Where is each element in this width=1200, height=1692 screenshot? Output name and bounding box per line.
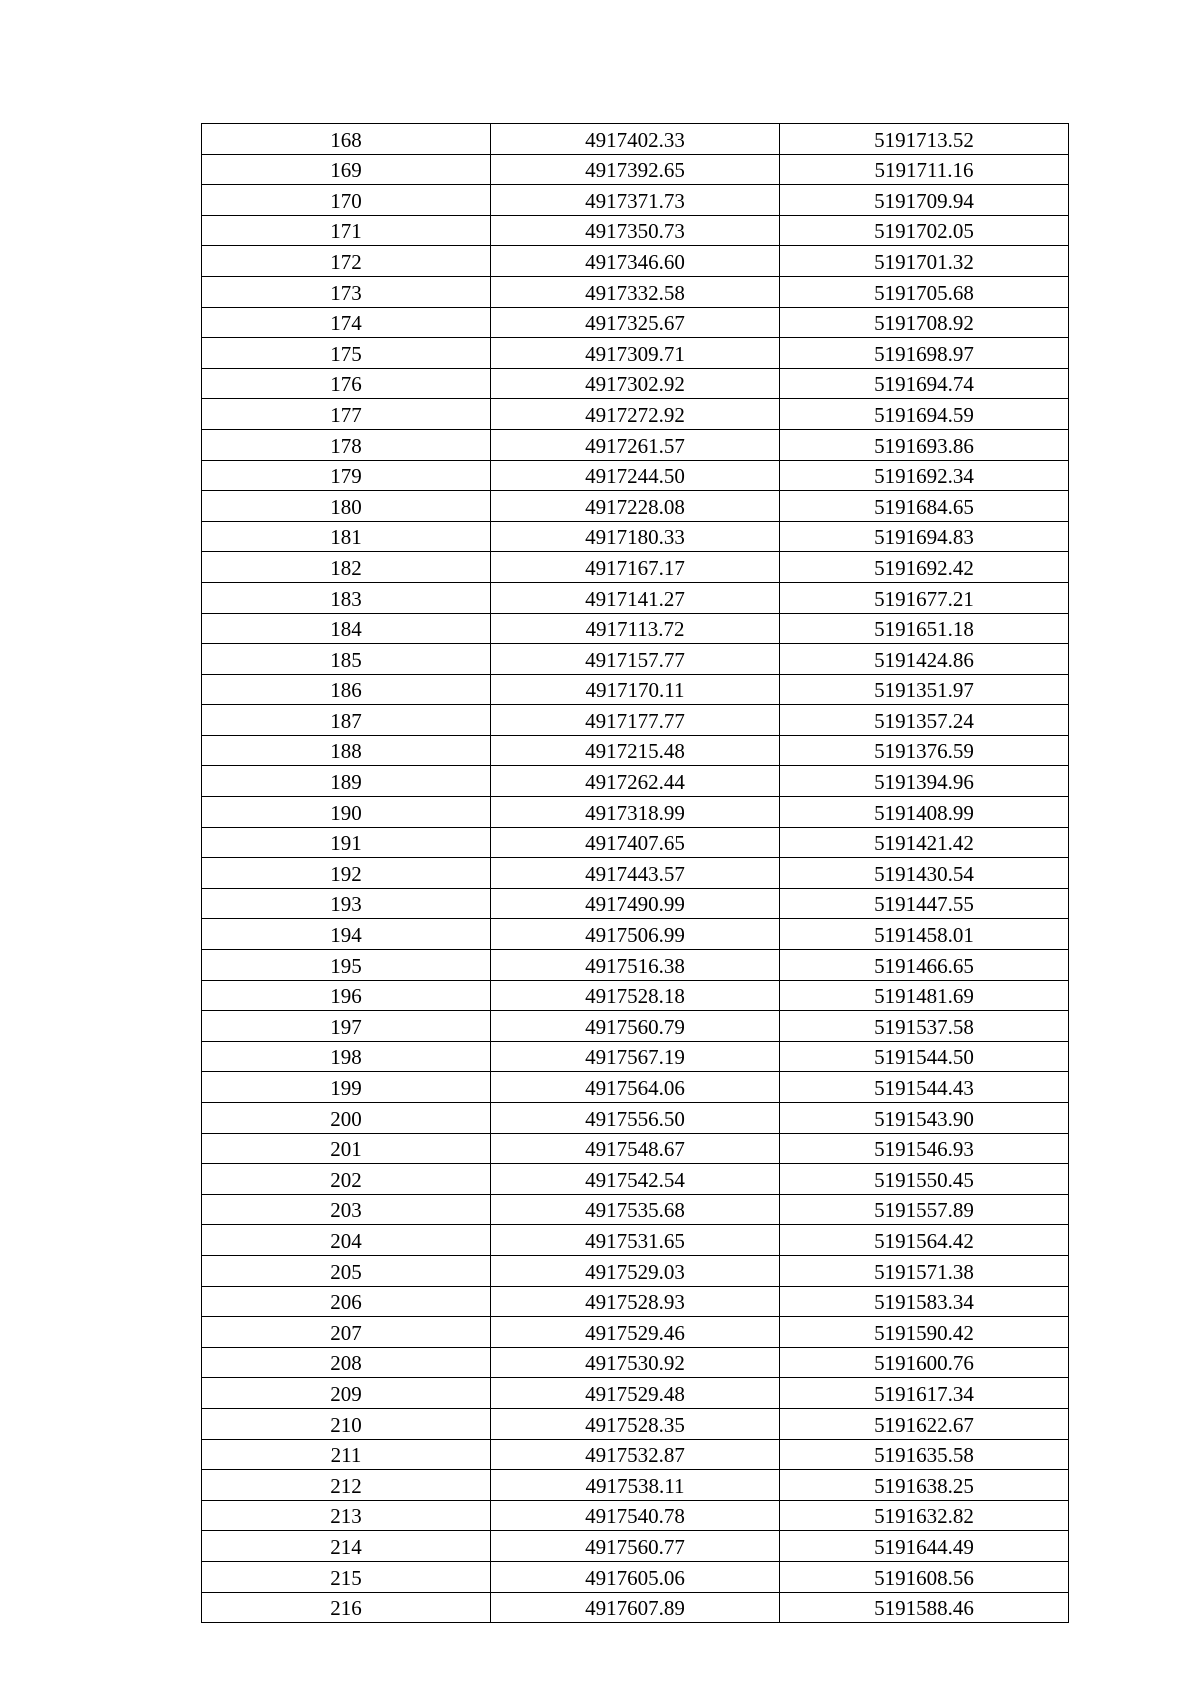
point-number-cell: 185 (202, 644, 491, 675)
y-coordinate-cell: 5191608.56 (780, 1561, 1069, 1592)
point-number-cell: 189 (202, 766, 491, 797)
point-number-cell: 178 (202, 429, 491, 460)
coordinates-table (201, 123, 1069, 1623)
point-number-cell: 205 (202, 1255, 491, 1286)
point-number-cell: 202 (202, 1164, 491, 1195)
y-coordinate-cell: 5191693.86 (780, 429, 1069, 460)
table-row (202, 124, 1069, 155)
x-coordinate-cell: 4917529.03 (491, 1255, 780, 1286)
x-coordinate-cell: 4917567.19 (491, 1041, 780, 1072)
x-coordinate-cell: 4917532.87 (491, 1439, 780, 1470)
x-coordinate-cell: 4917540.78 (491, 1500, 780, 1531)
table-row (202, 1317, 1069, 1348)
x-coordinate-cell: 4917262.44 (491, 766, 780, 797)
y-coordinate-cell: 5191571.38 (780, 1255, 1069, 1286)
table-row (202, 1072, 1069, 1103)
x-coordinate-cell: 4917564.06 (491, 1072, 780, 1103)
point-number-cell: 180 (202, 491, 491, 522)
table-row (202, 1041, 1069, 1072)
table-row (202, 950, 1069, 981)
x-coordinate-cell: 4917443.57 (491, 858, 780, 889)
point-number-cell: 203 (202, 1194, 491, 1225)
y-coordinate-cell: 5191705.68 (780, 276, 1069, 307)
x-coordinate-cell: 4917141.27 (491, 582, 780, 613)
x-coordinate-cell: 4917548.67 (491, 1133, 780, 1164)
table-row (202, 1103, 1069, 1134)
y-coordinate-cell: 5191638.25 (780, 1470, 1069, 1501)
table-row (202, 1531, 1069, 1562)
x-coordinate-cell: 4917261.57 (491, 429, 780, 460)
y-coordinate-cell: 5191713.52 (780, 124, 1069, 155)
y-coordinate-cell: 5191588.46 (780, 1592, 1069, 1623)
table-row (202, 1255, 1069, 1286)
y-coordinate-cell: 5191424.86 (780, 644, 1069, 675)
x-coordinate-cell: 4917228.08 (491, 491, 780, 522)
point-number-cell: 169 (202, 154, 491, 185)
point-number-cell: 212 (202, 1470, 491, 1501)
table-row (202, 246, 1069, 277)
table-row (202, 338, 1069, 369)
point-number-cell: 194 (202, 919, 491, 950)
y-coordinate-cell: 5191692.42 (780, 552, 1069, 583)
point-number-cell: 191 (202, 827, 491, 858)
y-coordinate-cell: 5191651.18 (780, 613, 1069, 644)
table-row (202, 644, 1069, 675)
x-coordinate-cell: 4917244.50 (491, 460, 780, 491)
x-coordinate-cell: 4917332.58 (491, 276, 780, 307)
table-row (202, 1378, 1069, 1409)
table-row (202, 1133, 1069, 1164)
table-row (202, 1347, 1069, 1378)
y-coordinate-cell: 5191447.55 (780, 888, 1069, 919)
x-coordinate-cell: 4917318.99 (491, 797, 780, 828)
table-row (202, 521, 1069, 552)
y-coordinate-cell: 5191357.24 (780, 705, 1069, 736)
x-coordinate-cell: 4917560.79 (491, 1011, 780, 1042)
y-coordinate-cell: 5191632.82 (780, 1500, 1069, 1531)
table-row (202, 582, 1069, 613)
y-coordinate-cell: 5191590.42 (780, 1317, 1069, 1348)
point-number-cell: 176 (202, 368, 491, 399)
y-coordinate-cell: 5191544.50 (780, 1041, 1069, 1072)
point-number-cell: 198 (202, 1041, 491, 1072)
x-coordinate-cell: 4917177.77 (491, 705, 780, 736)
x-coordinate-cell: 4917530.92 (491, 1347, 780, 1378)
y-coordinate-cell: 5191692.34 (780, 460, 1069, 491)
x-coordinate-cell: 4917170.11 (491, 674, 780, 705)
table-row (202, 185, 1069, 216)
point-number-cell: 210 (202, 1408, 491, 1439)
x-coordinate-cell: 4917556.50 (491, 1103, 780, 1134)
table-row (202, 215, 1069, 246)
x-coordinate-cell: 4917538.11 (491, 1470, 780, 1501)
point-number-cell: 175 (202, 338, 491, 369)
y-coordinate-cell: 5191466.65 (780, 950, 1069, 981)
x-coordinate-cell: 4917325.67 (491, 307, 780, 338)
x-coordinate-cell: 4917607.89 (491, 1592, 780, 1623)
point-number-cell: 213 (202, 1500, 491, 1531)
table-row (202, 1500, 1069, 1531)
table-row (202, 491, 1069, 522)
table-row (202, 858, 1069, 889)
point-number-cell: 196 (202, 980, 491, 1011)
point-number-cell: 201 (202, 1133, 491, 1164)
table-row (202, 797, 1069, 828)
point-number-cell: 206 (202, 1286, 491, 1317)
x-coordinate-cell: 4917560.77 (491, 1531, 780, 1562)
point-number-cell: 177 (202, 399, 491, 430)
table-row (202, 766, 1069, 797)
y-coordinate-cell: 5191694.59 (780, 399, 1069, 430)
point-number-cell: 186 (202, 674, 491, 705)
y-coordinate-cell: 5191635.58 (780, 1439, 1069, 1470)
point-number-cell: 181 (202, 521, 491, 552)
point-number-cell: 208 (202, 1347, 491, 1378)
x-coordinate-cell: 4917350.73 (491, 215, 780, 246)
y-coordinate-cell: 5191550.45 (780, 1164, 1069, 1195)
table-row (202, 980, 1069, 1011)
point-number-cell: 204 (202, 1225, 491, 1256)
x-coordinate-cell: 4917528.18 (491, 980, 780, 1011)
y-coordinate-cell: 5191698.97 (780, 338, 1069, 369)
y-coordinate-cell: 5191544.43 (780, 1072, 1069, 1103)
x-coordinate-cell: 4917302.92 (491, 368, 780, 399)
point-number-cell: 207 (202, 1317, 491, 1348)
y-coordinate-cell: 5191711.16 (780, 154, 1069, 185)
point-number-cell: 179 (202, 460, 491, 491)
point-number-cell: 188 (202, 735, 491, 766)
point-number-cell: 211 (202, 1439, 491, 1470)
y-coordinate-cell: 5191702.05 (780, 215, 1069, 246)
table-row (202, 307, 1069, 338)
point-number-cell: 183 (202, 582, 491, 613)
table-row (202, 1225, 1069, 1256)
x-coordinate-cell: 4917392.65 (491, 154, 780, 185)
table-row (202, 1470, 1069, 1501)
table-row (202, 1561, 1069, 1592)
point-number-cell: 184 (202, 613, 491, 644)
y-coordinate-cell: 5191701.32 (780, 246, 1069, 277)
table-row (202, 888, 1069, 919)
point-number-cell: 174 (202, 307, 491, 338)
y-coordinate-cell: 5191694.83 (780, 521, 1069, 552)
point-number-cell: 171 (202, 215, 491, 246)
x-coordinate-cell: 4917506.99 (491, 919, 780, 950)
x-coordinate-cell: 4917309.71 (491, 338, 780, 369)
x-coordinate-cell: 4917346.60 (491, 246, 780, 277)
y-coordinate-cell: 5191546.93 (780, 1133, 1069, 1164)
x-coordinate-cell: 4917113.72 (491, 613, 780, 644)
point-number-cell: 187 (202, 705, 491, 736)
y-coordinate-cell: 5191644.49 (780, 1531, 1069, 1562)
y-coordinate-cell: 5191622.67 (780, 1408, 1069, 1439)
y-coordinate-cell: 5191557.89 (780, 1194, 1069, 1225)
table-row (202, 460, 1069, 491)
y-coordinate-cell: 5191709.94 (780, 185, 1069, 216)
x-coordinate-cell: 4917542.54 (491, 1164, 780, 1195)
point-number-cell: 170 (202, 185, 491, 216)
coordinates-table-body (202, 124, 1069, 1623)
point-number-cell: 168 (202, 124, 491, 155)
x-coordinate-cell: 4917528.35 (491, 1408, 780, 1439)
table-row (202, 674, 1069, 705)
table-row (202, 1194, 1069, 1225)
x-coordinate-cell: 4917516.38 (491, 950, 780, 981)
point-number-cell: 173 (202, 276, 491, 307)
x-coordinate-cell: 4917157.77 (491, 644, 780, 675)
point-number-cell: 199 (202, 1072, 491, 1103)
y-coordinate-cell: 5191351.97 (780, 674, 1069, 705)
x-coordinate-cell: 4917215.48 (491, 735, 780, 766)
point-number-cell: 200 (202, 1103, 491, 1134)
y-coordinate-cell: 5191617.34 (780, 1378, 1069, 1409)
table-row (202, 552, 1069, 583)
x-coordinate-cell: 4917272.92 (491, 399, 780, 430)
x-coordinate-cell: 4917529.48 (491, 1378, 780, 1409)
x-coordinate-cell: 4917180.33 (491, 521, 780, 552)
x-coordinate-cell: 4917371.73 (491, 185, 780, 216)
x-coordinate-cell: 4917490.99 (491, 888, 780, 919)
point-number-cell: 192 (202, 858, 491, 889)
point-number-cell: 214 (202, 1531, 491, 1562)
y-coordinate-cell: 5191564.42 (780, 1225, 1069, 1256)
point-number-cell: 190 (202, 797, 491, 828)
x-coordinate-cell: 4917535.68 (491, 1194, 780, 1225)
table-row (202, 1286, 1069, 1317)
table-row (202, 1011, 1069, 1042)
table-row (202, 735, 1069, 766)
point-number-cell: 209 (202, 1378, 491, 1409)
table-row (202, 613, 1069, 644)
table-row (202, 827, 1069, 858)
y-coordinate-cell: 5191421.42 (780, 827, 1069, 858)
point-number-cell: 193 (202, 888, 491, 919)
x-coordinate-cell: 4917605.06 (491, 1561, 780, 1592)
point-number-cell: 172 (202, 246, 491, 277)
table-row (202, 1592, 1069, 1623)
y-coordinate-cell: 5191677.21 (780, 582, 1069, 613)
point-number-cell: 182 (202, 552, 491, 583)
x-coordinate-cell: 4917402.33 (491, 124, 780, 155)
x-coordinate-cell: 4917531.65 (491, 1225, 780, 1256)
y-coordinate-cell: 5191583.34 (780, 1286, 1069, 1317)
point-number-cell: 216 (202, 1592, 491, 1623)
table-row (202, 1439, 1069, 1470)
x-coordinate-cell: 4917529.46 (491, 1317, 780, 1348)
table-row (202, 399, 1069, 430)
point-number-cell: 197 (202, 1011, 491, 1042)
x-coordinate-cell: 4917167.17 (491, 552, 780, 583)
y-coordinate-cell: 5191600.76 (780, 1347, 1069, 1378)
y-coordinate-cell: 5191481.69 (780, 980, 1069, 1011)
point-number-cell: 195 (202, 950, 491, 981)
y-coordinate-cell: 5191694.74 (780, 368, 1069, 399)
x-coordinate-cell: 4917407.65 (491, 827, 780, 858)
point-number-cell: 215 (202, 1561, 491, 1592)
table-row (202, 429, 1069, 460)
y-coordinate-cell: 5191408.99 (780, 797, 1069, 828)
table-row (202, 919, 1069, 950)
y-coordinate-cell: 5191684.65 (780, 491, 1069, 522)
table-row (202, 368, 1069, 399)
y-coordinate-cell: 5191458.01 (780, 919, 1069, 950)
table-row (202, 276, 1069, 307)
table-row (202, 705, 1069, 736)
y-coordinate-cell: 5191708.92 (780, 307, 1069, 338)
table-row (202, 154, 1069, 185)
y-coordinate-cell: 5191376.59 (780, 735, 1069, 766)
y-coordinate-cell: 5191543.90 (780, 1103, 1069, 1134)
y-coordinate-cell: 5191537.58 (780, 1011, 1069, 1042)
y-coordinate-cell: 5191394.96 (780, 766, 1069, 797)
table-row (202, 1408, 1069, 1439)
y-coordinate-cell: 5191430.54 (780, 858, 1069, 889)
x-coordinate-cell: 4917528.93 (491, 1286, 780, 1317)
table-row (202, 1164, 1069, 1195)
